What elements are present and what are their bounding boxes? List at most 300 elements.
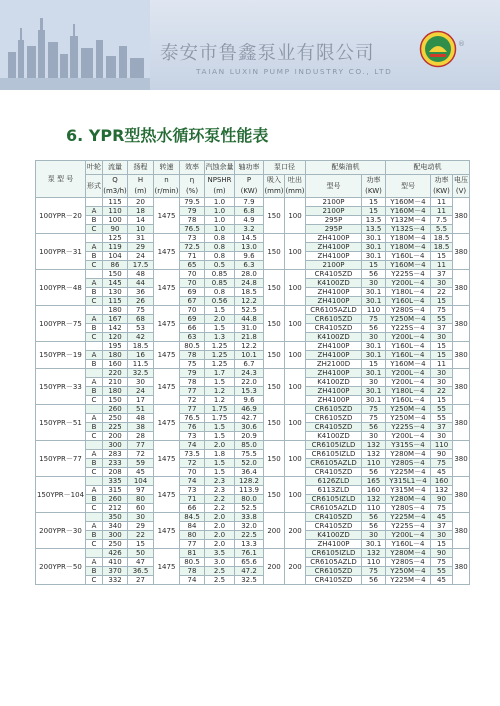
npshr-cell: 0.85 bbox=[205, 270, 235, 279]
head-cell: 47 bbox=[128, 558, 154, 567]
diesel-model-cell: ZH4100P bbox=[306, 252, 362, 261]
impeller-cell: B bbox=[86, 324, 103, 333]
col-impeller-sub: 形式 bbox=[86, 175, 103, 198]
diesel-model-cell: CR6105IZLD bbox=[306, 495, 362, 504]
impeller-cell: C bbox=[86, 297, 103, 306]
impeller-cell bbox=[86, 234, 103, 243]
efficiency-cell: 70 bbox=[180, 468, 205, 477]
table-row bbox=[36, 216, 470, 225]
efficiency-cell: 79.5 bbox=[180, 198, 205, 207]
efficiency-cell: 73 bbox=[180, 486, 205, 495]
efficiency-cell: 71 bbox=[180, 252, 205, 261]
impeller-cell bbox=[86, 405, 103, 414]
diesel-power-cell: 30.1 bbox=[362, 243, 386, 252]
head-cell: 29 bbox=[128, 522, 154, 531]
table-row bbox=[36, 306, 470, 315]
flow-cell: 350 bbox=[103, 513, 128, 522]
diesel-model-cell: ZH4100P bbox=[306, 369, 362, 378]
efficiency-cell: 66 bbox=[180, 504, 205, 513]
diesel-model-cell: CR6105ZD bbox=[306, 567, 362, 576]
speed-cell: 1475 bbox=[154, 441, 180, 477]
flow-cell: 195 bbox=[103, 342, 128, 351]
motor-power-cell: 15 bbox=[431, 396, 453, 405]
voltage-cell: 380 bbox=[453, 306, 470, 342]
col-speed-unit: n (r/min) bbox=[154, 175, 180, 198]
power-cell: 80.0 bbox=[235, 495, 264, 504]
npshr-cell: 2.0 bbox=[205, 522, 235, 531]
motor-model-cell: Y160L－4 bbox=[386, 540, 431, 549]
head-cell: 50 bbox=[128, 549, 154, 558]
motor-model-cell: Y200L－4 bbox=[386, 369, 431, 378]
flow-cell: 130 bbox=[103, 288, 128, 297]
col-voltage: 电压 (V) bbox=[453, 175, 470, 198]
motor-model-cell: Y250M－4 bbox=[386, 414, 431, 423]
inlet-cell: 150 bbox=[264, 477, 285, 513]
impeller-cell: B bbox=[86, 288, 103, 297]
diesel-model-cell: K4100ZD bbox=[306, 279, 362, 288]
motor-power-cell: 55 bbox=[431, 315, 453, 324]
impeller-cell: A bbox=[86, 243, 103, 252]
diesel-power-cell: 132 bbox=[362, 549, 386, 558]
table-row bbox=[36, 207, 470, 216]
inlet-cell: 200 bbox=[264, 549, 285, 585]
diesel-model-cell: CR6105ZD bbox=[306, 315, 362, 324]
head-cell: 45 bbox=[128, 468, 154, 477]
diesel-power-cell: 160 bbox=[362, 486, 386, 495]
diesel-power-cell: 110 bbox=[362, 306, 386, 315]
diesel-model-cell: 6113ZLD bbox=[306, 486, 362, 495]
motor-model-cell: Y225M－4 bbox=[386, 576, 431, 585]
voltage-cell: 380 bbox=[453, 405, 470, 441]
impeller-cell: B bbox=[86, 216, 103, 225]
table-row bbox=[36, 567, 470, 576]
col-inlet: 吸入 (mm) bbox=[264, 175, 285, 198]
motor-model-cell: Y160M－4 bbox=[386, 198, 431, 207]
flow-cell: 250 bbox=[103, 540, 128, 549]
speed-cell: 1475 bbox=[154, 234, 180, 270]
table-row bbox=[36, 369, 470, 378]
diesel-power-cell: 15 bbox=[362, 207, 386, 216]
npshr-cell: 3.0 bbox=[205, 558, 235, 567]
col-head-unit: H (m) bbox=[128, 175, 154, 198]
pump-model-cell: 150YPR－77 bbox=[36, 441, 86, 477]
power-cell: 113.9 bbox=[235, 486, 264, 495]
inlet-cell: 150 bbox=[264, 405, 285, 441]
diesel-model-cell: CR6105ZD bbox=[306, 414, 362, 423]
motor-model-cell: Y225M－4 bbox=[386, 513, 431, 522]
npshr-cell: 0.8 bbox=[205, 234, 235, 243]
npshr-cell: 1.5 bbox=[205, 378, 235, 387]
inlet-cell: 150 bbox=[264, 306, 285, 342]
npshr-cell: 1.2 bbox=[205, 396, 235, 405]
power-cell: 24.8 bbox=[235, 279, 264, 288]
voltage-cell: 380 bbox=[453, 549, 470, 585]
head-cell: 77 bbox=[128, 441, 154, 450]
npshr-cell: 1.7 bbox=[205, 369, 235, 378]
motor-model-cell: Y160L－4 bbox=[386, 342, 431, 351]
motor-model-cell: Y225S－4 bbox=[386, 270, 431, 279]
table-row bbox=[36, 351, 470, 360]
impeller-cell bbox=[86, 342, 103, 351]
npshr-cell: 1.5 bbox=[205, 468, 235, 477]
col-power-unit: P (KW) bbox=[235, 175, 264, 198]
col-eff-unit: η (%) bbox=[180, 175, 205, 198]
diesel-power-cell: 30 bbox=[362, 333, 386, 342]
table-row bbox=[36, 576, 470, 585]
power-cell: 47.2 bbox=[235, 567, 264, 576]
power-cell: 14.5 bbox=[235, 234, 264, 243]
diesel-model-cell: ZH4100P bbox=[306, 243, 362, 252]
diesel-power-cell: 110 bbox=[362, 504, 386, 513]
diesel-model-cell: ZH4100P bbox=[306, 387, 362, 396]
diesel-power-cell: 30.1 bbox=[362, 234, 386, 243]
impeller-cell: A bbox=[86, 414, 103, 423]
flow-cell: 220 bbox=[103, 369, 128, 378]
voltage-cell: 380 bbox=[453, 270, 470, 306]
motor-power-cell: 15 bbox=[431, 297, 453, 306]
head-cell: 24 bbox=[128, 387, 154, 396]
impeller-cell bbox=[86, 477, 103, 486]
motor-power-cell: 55 bbox=[431, 567, 453, 576]
flow-cell: 160 bbox=[103, 360, 128, 369]
power-cell: 12.2 bbox=[235, 297, 264, 306]
motor-power-cell: 30 bbox=[431, 279, 453, 288]
motor-power-cell: 30 bbox=[431, 369, 453, 378]
power-cell: 28.0 bbox=[235, 270, 264, 279]
diesel-power-cell: 30.1 bbox=[362, 252, 386, 261]
efficiency-cell: 73 bbox=[180, 432, 205, 441]
flow-cell: 180 bbox=[103, 351, 128, 360]
flow-cell: 212 bbox=[103, 504, 128, 513]
table-row bbox=[36, 414, 470, 423]
impeller-cell bbox=[86, 270, 103, 279]
npshr-cell: 0.56 bbox=[205, 297, 235, 306]
diesel-power-cell: 30.1 bbox=[362, 342, 386, 351]
impeller-cell: C bbox=[86, 333, 103, 342]
efficiency-cell: 74 bbox=[180, 576, 205, 585]
col-outlet: 吐出 (mm) bbox=[285, 175, 306, 198]
power-cell: 21.8 bbox=[235, 333, 264, 342]
flow-cell: 115 bbox=[103, 198, 128, 207]
diesel-power-cell: 110 bbox=[362, 558, 386, 567]
head-cell: 80 bbox=[128, 495, 154, 504]
power-cell: 52.0 bbox=[235, 459, 264, 468]
col-model: 泵 型 号 bbox=[36, 161, 86, 198]
power-cell: 65.6 bbox=[235, 558, 264, 567]
pump-model-cell: 100YPR－20 bbox=[36, 198, 86, 234]
npshr-cell: 1.0 bbox=[205, 207, 235, 216]
motor-model-cell: Y225S－4 bbox=[386, 522, 431, 531]
impeller-cell: A bbox=[86, 279, 103, 288]
diesel-model-cell: CR6105AZLD bbox=[306, 306, 362, 315]
table-row bbox=[36, 495, 470, 504]
inlet-cell: 150 bbox=[264, 342, 285, 369]
impeller-cell: B bbox=[86, 495, 103, 504]
motor-model-cell: Y250M－4 bbox=[386, 405, 431, 414]
diesel-model-cell: CR4105ZD bbox=[306, 468, 362, 477]
motor-power-cell: 90 bbox=[431, 450, 453, 459]
npshr-cell: 0.8 bbox=[205, 288, 235, 297]
col-speed: 转速 bbox=[154, 161, 180, 175]
npshr-cell: 1.5 bbox=[205, 324, 235, 333]
motor-power-cell: 45 bbox=[431, 513, 453, 522]
motor-power-cell: 30 bbox=[431, 531, 453, 540]
outlet-cell: 100 bbox=[285, 405, 306, 441]
col-motor-power: 功率 (KW) bbox=[431, 175, 453, 198]
diesel-power-cell: 30 bbox=[362, 432, 386, 441]
motor-power-cell: 45 bbox=[431, 576, 453, 585]
table-row bbox=[36, 441, 470, 450]
flow-cell: 370 bbox=[103, 567, 128, 576]
diesel-model-cell: CR4105ZD bbox=[306, 576, 362, 585]
motor-model-cell: Y200L－4 bbox=[386, 531, 431, 540]
head-cell: 16 bbox=[128, 351, 154, 360]
efficiency-cell: 76 bbox=[180, 423, 205, 432]
impeller-cell: A bbox=[86, 558, 103, 567]
flow-cell: 125 bbox=[103, 234, 128, 243]
table-row bbox=[36, 477, 470, 486]
npshr-cell: 1.2 bbox=[205, 387, 235, 396]
head-cell: 104 bbox=[128, 477, 154, 486]
npshr-cell: 0.5 bbox=[205, 261, 235, 270]
power-cell: 22.0 bbox=[235, 378, 264, 387]
npshr-cell: 3.5 bbox=[205, 549, 235, 558]
motor-model-cell: Y315S－4 bbox=[386, 441, 431, 450]
head-cell: 17.5 bbox=[128, 261, 154, 270]
outlet-cell: 100 bbox=[285, 234, 306, 270]
efficiency-cell: 80.5 bbox=[180, 342, 205, 351]
diesel-power-cell: 15 bbox=[362, 261, 386, 270]
efficiency-cell: 65 bbox=[180, 261, 205, 270]
head-cell: 60 bbox=[128, 504, 154, 513]
power-cell: 13.3 bbox=[235, 540, 264, 549]
impeller-cell: A bbox=[86, 522, 103, 531]
power-cell: 46.9 bbox=[235, 405, 264, 414]
flow-cell: 210 bbox=[103, 378, 128, 387]
head-cell: 15 bbox=[128, 540, 154, 549]
table-row bbox=[36, 252, 470, 261]
pump-model-cell: 150YPR－51 bbox=[36, 405, 86, 441]
diesel-power-cell: 30.1 bbox=[362, 387, 386, 396]
diesel-power-cell: 56 bbox=[362, 423, 386, 432]
diesel-power-cell: 30.1 bbox=[362, 540, 386, 549]
efficiency-cell: 63 bbox=[180, 333, 205, 342]
pump-model-cell: 150YPR－19 bbox=[36, 342, 86, 369]
efficiency-cell: 73.5 bbox=[180, 450, 205, 459]
diesel-power-cell: 75 bbox=[362, 414, 386, 423]
motor-model-cell: Y160L－4 bbox=[386, 351, 431, 360]
col-npshr: 汽蚀余量 bbox=[205, 161, 235, 175]
diesel-power-cell: 132 bbox=[362, 450, 386, 459]
flow-cell: 110 bbox=[103, 207, 128, 216]
npshr-cell: 1.5 bbox=[205, 306, 235, 315]
impeller-cell: C bbox=[86, 225, 103, 234]
npshr-cell: 2.0 bbox=[205, 513, 235, 522]
head-cell: 18.5 bbox=[128, 342, 154, 351]
table-row bbox=[36, 540, 470, 549]
motor-model-cell: Y160L－4 bbox=[386, 297, 431, 306]
col-motor-model: 型号 bbox=[386, 175, 431, 198]
flow-cell: 150 bbox=[103, 270, 128, 279]
motor-power-cell: 45 bbox=[431, 468, 453, 477]
table-row bbox=[36, 504, 470, 513]
motor-model-cell: Y225S－4 bbox=[386, 324, 431, 333]
inlet-cell: 150 bbox=[264, 270, 285, 306]
efficiency-cell: 75 bbox=[180, 360, 205, 369]
impeller-cell: A bbox=[86, 351, 103, 360]
diesel-model-cell: CR4105ZD bbox=[306, 513, 362, 522]
head-cell: 29 bbox=[128, 243, 154, 252]
efficiency-cell: 69 bbox=[180, 288, 205, 297]
power-cell: 20.9 bbox=[235, 432, 264, 441]
npshr-cell: 2.3 bbox=[205, 486, 235, 495]
impeller-cell bbox=[86, 513, 103, 522]
motor-power-cell: 37 bbox=[431, 324, 453, 333]
voltage-cell: 380 bbox=[453, 477, 470, 513]
efficiency-cell: 71 bbox=[180, 495, 205, 504]
impeller-cell: B bbox=[86, 423, 103, 432]
motor-power-cell: 22 bbox=[431, 288, 453, 297]
col-diesel-power: 功率 (KW) bbox=[362, 175, 386, 198]
table-subheader-row bbox=[36, 175, 470, 198]
diesel-model-cell: ZH4100P bbox=[306, 342, 362, 351]
diesel-model-cell: K4100ZD bbox=[306, 378, 362, 387]
impeller-cell: C bbox=[86, 504, 103, 513]
efficiency-cell: 72.5 bbox=[180, 243, 205, 252]
motor-power-cell: 37 bbox=[431, 423, 453, 432]
motor-power-cell: 75 bbox=[431, 306, 453, 315]
power-cell: 75.5 bbox=[235, 450, 264, 459]
impeller-cell: C bbox=[86, 396, 103, 405]
motor-model-cell: Y200L－4 bbox=[386, 378, 431, 387]
motor-power-cell: 22 bbox=[431, 387, 453, 396]
table-row bbox=[36, 549, 470, 558]
npshr-cell: 2.0 bbox=[205, 441, 235, 450]
power-cell: 85.0 bbox=[235, 441, 264, 450]
efficiency-cell: 80.5 bbox=[180, 558, 205, 567]
motor-power-cell: 55 bbox=[431, 414, 453, 423]
npshr-cell: 2.0 bbox=[205, 531, 235, 540]
npshr-cell: 1.3 bbox=[205, 333, 235, 342]
head-cell: 51 bbox=[128, 405, 154, 414]
motor-power-cell: 15 bbox=[431, 342, 453, 351]
flow-cell: 250 bbox=[103, 414, 128, 423]
power-cell: 32.0 bbox=[235, 522, 264, 531]
flow-cell: 180 bbox=[103, 387, 128, 396]
company-name-en: TAIAN LUXIN PUMP INDUSTRY CO., LTD bbox=[196, 67, 393, 76]
impeller-cell: A bbox=[86, 450, 103, 459]
table-row bbox=[36, 315, 470, 324]
table-row bbox=[36, 198, 470, 207]
motor-model-cell: Y280S－4 bbox=[386, 504, 431, 513]
impeller-cell: B bbox=[86, 360, 103, 369]
motor-power-cell: 11 bbox=[431, 360, 453, 369]
table-row bbox=[36, 225, 470, 234]
diesel-power-cell: 30 bbox=[362, 531, 386, 540]
head-cell: 30 bbox=[128, 378, 154, 387]
header-banner bbox=[0, 0, 500, 90]
diesel-model-cell: ZH4100P bbox=[306, 351, 362, 360]
diesel-model-cell: K4100ZD bbox=[306, 531, 362, 540]
diesel-model-cell: ZH4100P bbox=[306, 540, 362, 549]
diesel-model-cell: CR6105AZLD bbox=[306, 459, 362, 468]
voltage-cell: 380 bbox=[453, 198, 470, 234]
npshr-cell: 1.75 bbox=[205, 405, 235, 414]
head-cell: 59 bbox=[128, 459, 154, 468]
flow-cell: 410 bbox=[103, 558, 128, 567]
inlet-cell: 150 bbox=[264, 198, 285, 234]
power-cell: 7.9 bbox=[235, 198, 264, 207]
diesel-model-cell: CR4105ZD bbox=[306, 522, 362, 531]
motor-model-cell: Y315M－4 bbox=[386, 486, 431, 495]
impeller-cell: A bbox=[86, 378, 103, 387]
col-head: 扬程 bbox=[128, 161, 154, 175]
diesel-power-cell: 15 bbox=[362, 198, 386, 207]
power-cell: 44.8 bbox=[235, 315, 264, 324]
head-cell: 53 bbox=[128, 324, 154, 333]
power-cell: 6.3 bbox=[235, 261, 264, 270]
npshr-cell: 1.5 bbox=[205, 459, 235, 468]
inlet-cell: 150 bbox=[264, 234, 285, 270]
head-cell: 10 bbox=[128, 225, 154, 234]
diesel-power-cell: 30.1 bbox=[362, 297, 386, 306]
table-row bbox=[36, 324, 470, 333]
npshr-cell: 1.25 bbox=[205, 360, 235, 369]
diesel-power-cell: 30 bbox=[362, 279, 386, 288]
motor-power-cell: 15 bbox=[431, 252, 453, 261]
table-row bbox=[36, 243, 470, 252]
table-row bbox=[36, 459, 470, 468]
power-cell: 9.6 bbox=[235, 396, 264, 405]
power-cell: 13.0 bbox=[235, 243, 264, 252]
diesel-model-cell: ZH4100P bbox=[306, 297, 362, 306]
motor-model-cell: Y280M－4 bbox=[386, 495, 431, 504]
impeller-cell: A bbox=[86, 315, 103, 324]
voltage-cell: 380 bbox=[453, 441, 470, 477]
flow-cell: 300 bbox=[103, 531, 128, 540]
flow-cell: 283 bbox=[103, 450, 128, 459]
diesel-power-cell: 75 bbox=[362, 405, 386, 414]
table-body bbox=[36, 198, 470, 585]
table-row bbox=[36, 342, 470, 351]
efficiency-cell: 77 bbox=[180, 387, 205, 396]
motor-model-cell: Y180M－4 bbox=[386, 243, 431, 252]
diesel-model-cell: CR4105ZD bbox=[306, 324, 362, 333]
flow-cell: 200 bbox=[103, 432, 128, 441]
diesel-model-cell: CR4105ZD bbox=[306, 423, 362, 432]
speed-cell: 1475 bbox=[154, 549, 180, 585]
outlet-cell: 100 bbox=[285, 477, 306, 513]
power-cell: 10.1 bbox=[235, 351, 264, 360]
efficiency-cell: 74 bbox=[180, 477, 205, 486]
power-cell: 31.0 bbox=[235, 324, 264, 333]
diesel-model-cell: CR6105IZLD bbox=[306, 450, 362, 459]
inlet-cell: 150 bbox=[264, 441, 285, 477]
motor-power-cell: 7.5 bbox=[431, 216, 453, 225]
motor-power-cell: 18.5 bbox=[431, 243, 453, 252]
outlet-cell: 200 bbox=[285, 549, 306, 585]
diesel-power-cell: 56 bbox=[362, 324, 386, 333]
city-skyline-image bbox=[0, 0, 150, 90]
impeller-cell: C bbox=[86, 432, 103, 441]
impeller-cell: B bbox=[86, 252, 103, 261]
motor-model-cell: Y160L－4 bbox=[386, 396, 431, 405]
table-row bbox=[36, 279, 470, 288]
pump-model-cell: 100YPR－31 bbox=[36, 234, 86, 270]
motor-model-cell: Y160M－4 bbox=[386, 207, 431, 216]
diesel-model-cell: ZH2100D bbox=[306, 360, 362, 369]
head-cell: 11.5 bbox=[128, 360, 154, 369]
